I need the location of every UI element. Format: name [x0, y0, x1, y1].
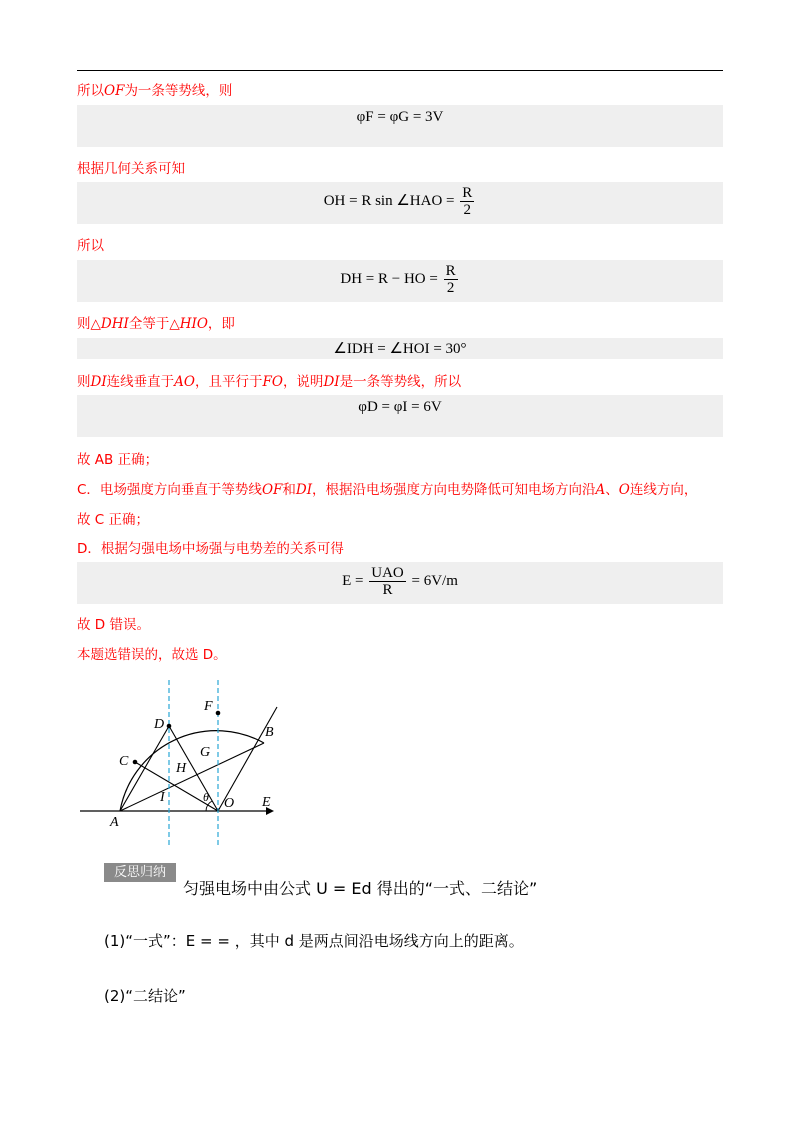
line-ab	[120, 743, 264, 811]
text-line-7: C．电场强度方向垂直于等势线OF和DI，根据沿电场强度方向电势降低可知电场方向沿A、O连线方向，	[77, 482, 698, 498]
equation-field-strength: E = $\frac{\text{UAO}}{R}$ = 6V/m	[342, 565, 458, 598]
point-d	[167, 724, 172, 729]
header-rule	[77, 70, 723, 71]
equation-potential-fg: φF = φG = 3V	[356, 109, 444, 125]
label-b: B	[265, 725, 274, 740]
label-h: H	[176, 761, 187, 776]
label-i: I	[160, 790, 165, 805]
equation-potential-di: φD = φI = 6V	[358, 399, 442, 415]
geometry-figure	[0, 670, 320, 850]
equation-box-6	[77, 562, 723, 604]
equation-angle: ∠IDH = ∠HOI = 30°	[333, 341, 467, 357]
text-line-6: 故 AB 正确；	[77, 452, 159, 468]
equation-box-2	[77, 182, 723, 224]
text-line-2: 根据几何关系可知	[77, 161, 185, 177]
text-line-10: 故 D 错误。	[77, 617, 150, 633]
equation-box-1	[77, 105, 723, 147]
equation-oh: OH = R sin ∠HAO = $\frac{R}{2}$	[323, 185, 473, 218]
label-a: A	[110, 815, 119, 830]
summary-item-2: (2)“二结论”	[104, 987, 186, 1005]
summary-title: 匀强电场中由公式 U = Ed 得出的“一式、二结论”	[183, 879, 538, 898]
equation-dh: DH = R − HO = $\frac{R}{2}$	[340, 263, 456, 296]
text-line-3: 所以	[77, 238, 104, 254]
equation-box-4	[77, 338, 723, 359]
equation-box-5	[77, 395, 723, 437]
summary-badge: 反思归纳	[104, 863, 176, 882]
text-line-1: 所以OF为一条等势线，则	[77, 83, 233, 99]
text-line-9: D．根据匀强电场中场强与电势差的关系可得	[77, 541, 344, 557]
text-line-11: 本题选错误的，故选 D。	[77, 647, 227, 663]
label-o: O	[224, 796, 235, 811]
text-line-8: 故 C 正确；	[77, 512, 150, 528]
text-line-4: 则△DHI全等于△HIO，即	[77, 316, 235, 332]
text-line-5: 则DI连线垂直于AO，且平行于FO，说明DI是一条等势线，所以	[77, 374, 462, 390]
point-f	[216, 711, 221, 716]
summary-item-1: (1)“一式”：E = = ，其中 d 是两点间沿电场线方向上的距离。	[104, 932, 524, 950]
equation-box-3	[77, 260, 723, 302]
label-d: D	[154, 717, 165, 732]
arc-ab	[120, 731, 264, 811]
point-c	[133, 760, 138, 765]
label-g: G	[200, 745, 211, 760]
label-e: E	[262, 795, 271, 810]
label-f: F	[204, 699, 213, 714]
label-theta: θ	[203, 790, 209, 804]
label-c: C	[119, 754, 129, 769]
